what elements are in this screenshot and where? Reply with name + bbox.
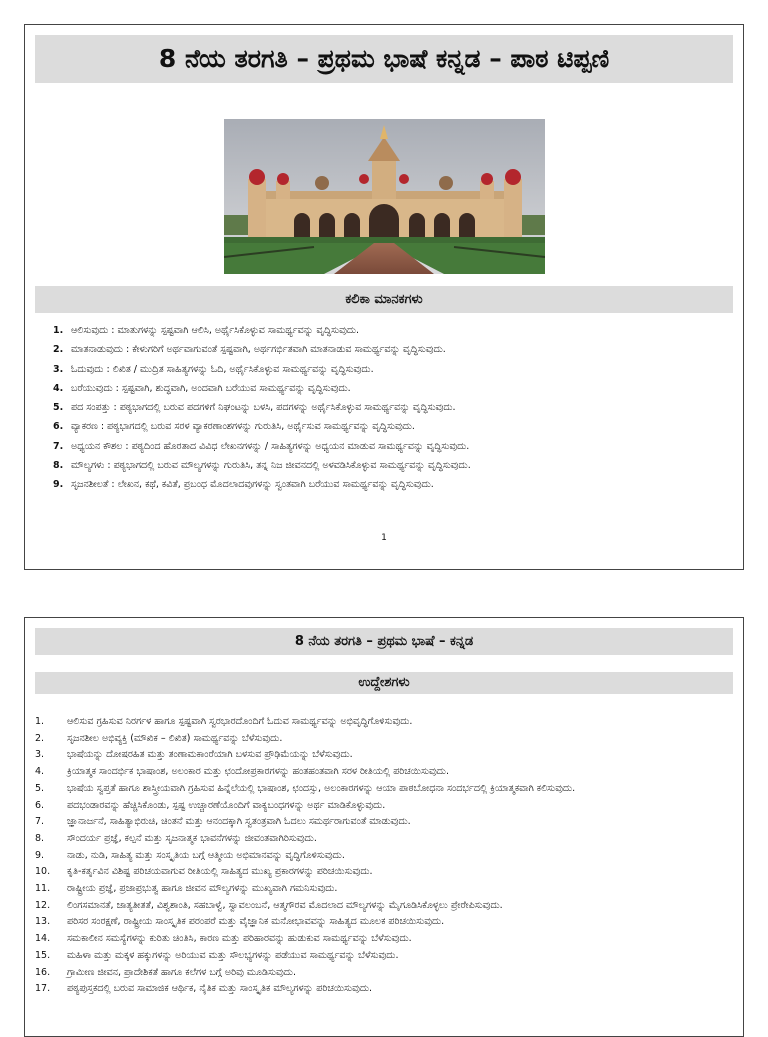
item-text: ಅಧ್ಯಯನ ಕೌಶಲ : ಪಠ್ಯದಿಂದ ಹೊರತಾದ ವಿವಿಧ ಲೇಖನಗಳನ್ನು / ಸಾಹಿತ್ಯಗಳನ್ನು ಅಧ್ಯಯನ ಮಾಡುವ ಸಾಮರ್ಥ್ಯವನ್ನು ವೃದ್ಧಿಸುವುದು. (71, 440, 470, 452)
item-text: ಪರಿಸರ ಸಂರಕ್ಷಣೆ, ರಾಷ್ಟ್ರೀಯ ಸಾಂಸ್ಕೃತಿಕ ಪರಂಪರೆ ಮತ್ತು ವೈಜ್ಞಾನಿಕ ಮನೋಭಾವವನ್ನು ಸಾಹಿತ್ಯದ ಮೂಲಕ ಪರಿಚಯಿಸುವುದು. (67, 916, 445, 928)
item-text: ಗ್ರಾಮೀಣ ಜೀವನ, ಪ್ರಾದೇಶಿಕತೆ ಹಾಗೂ ಕಲೆಗಳ ಬಗ್ಗೆ ಅರಿವು ಮೂಡಿಸುವುದು. (67, 966, 296, 978)
item-number: 9. (53, 479, 64, 491)
item-text: ನಾಡು, ನುಡಿ, ಸಾಹಿತ್ಯ ಮತ್ತು ಸಂಸ್ಕೃತಿಯ ಬಗ್ಗೆ ಆತ್ಮೀಯ ಅಭಿಮಾನವನ್ನು ವೃದ್ಧಿಗೊಳಿಸುವುದು. (67, 849, 345, 861)
list-item (35, 731, 725, 748)
item-number: 2. (53, 344, 64, 356)
item-number: 5. (53, 402, 64, 414)
item-number: 7. (53, 440, 64, 452)
list-item (35, 848, 725, 865)
item-text: ಸೌಂದರ್ಯ ಪ್ರಜ್ಞೆ, ಕಲ್ಪನೆ ಮತ್ತು ಸೃಜನಾತ್ಮಕ ಭಾವನೆಗಳನ್ನು ಜೀವಂತವಾಗಿರಿಸುವುದು. (67, 832, 317, 844)
list-item (53, 417, 713, 436)
item-number: 14. (35, 933, 51, 945)
item-text: ಮೌಲ್ಯಗಳು : ಪಠ್ಯಭಾಗದಲ್ಲಿ ಬರುವ ಮೌಲ್ಯಗಳನ್ನು ಗುರುತಿಸಿ, ತನ್ನ ನಿಜ ಜೀವನದಲ್ಲಿ ಅಳವಡಿಸಿಕೊಳ್ಳುವ ಸಾಮರ್ಥ್ಯವನ್ನು ವೃದ್ಧಿಸುವುದು. (71, 460, 471, 472)
item-number: 8. (35, 832, 45, 844)
item-number: 17. (35, 983, 51, 995)
item-text: ಸೃಜನಶೀಲತೆ : ಲೇಖನ, ಕಥೆ, ಕವಿತೆ, ಪ್ರಬಂಧ ಮೊದಲಾದವುಗಳನ್ನು ಸ್ವಂತವಾಗಿ ಬರೆಯುವ ಸಾಮರ್ಥ್ಯವನ್ನು ವೃದ್ಧಿಸುವುದು. (71, 479, 434, 491)
list-item (35, 747, 725, 764)
item-text: ಸೃಜನಶೀಲ ಅಭಿವ್ಯಕ್ತಿ (ಮೌಖಿಕ – ಲಿಖಿತ) ಸಾಮರ್ಥ್ಯವನ್ನು ಬೆಳೆಸುವುದು. (67, 732, 283, 744)
item-text: ಆಲಿಸುವುದು : ಮಾತುಗಳನ್ನು ಸ್ಪಷ್ಟವಾಗಿ ಆಲಿಸಿ, ಅರ್ಥೈಸಿಕೊಳ್ಳುವ ಸಾಮರ್ಥ್ಯವನ್ನು ವೃದ್ಧಿಸುವುದು. (71, 325, 360, 336)
list-item (53, 437, 713, 456)
item-text: ಬರೆಯುವುದು : ಸ್ಪಷ್ಟವಾಗಿ, ಶುದ್ಧವಾಗಿ, ಅಂದವಾಗಿ ಬರೆಯುವ ಸಾಮರ್ಥ್ಯವನ್ನು ವೃದ್ಧಿಸುವುದು. (71, 382, 351, 394)
item-number: 7. (35, 816, 45, 828)
standards-list (53, 321, 713, 495)
list-item (53, 321, 713, 340)
item-text: ಪಠ್ಯಪುಸ್ತಕದಲ್ಲಿ ಬರುವ ಸಾಮಾಜಿಕ ಆರ್ಥಿಕ, ನೈತಿಕ ಮತ್ತು ಸಾಂಸ್ಕೃತಿಕ ಮೌಲ್ಯಗಳನ್ನು ಪರಿಚಯಿಸುವುದು. (67, 983, 373, 995)
item-number: 4. (35, 766, 45, 778)
palace-image (224, 119, 545, 274)
item-number: 4. (53, 382, 64, 394)
list-item (35, 881, 725, 898)
item-number: 11. (35, 883, 51, 895)
item-text: ಸಮಕಾಲೀನ ಸಮಸ್ಯೆಗಳನ್ನು ಕುರಿತು ಚಿಂತಿಸಿ, ಕಾರಣ ಮತ್ತು ಪರಿಹಾರವನ್ನು ಹುಡುಕುವ ಸಾಮರ್ಥ್ಯವನ್ನು ಬೆಳೆಸುವುದು. (67, 933, 412, 945)
item-number: 3. (35, 749, 45, 761)
item-text: ಪದ ಸಂಪತ್ತು : ಪಠ್ಯಭಾಗದಲ್ಲಿ ಬರುವ ಪದಗಳಿಗೆ ನಿಘಂಟನ್ನು ಬಳಸಿ, ಪದಗಳನ್ನು ಅರ್ಥೈಸಿಕೊಳ್ಳುವ ಸಾಮರ್ಥ್ಯವನ್ನು ವೃದ್ಧಿಸುವುದು. (71, 402, 456, 414)
item-text: ಕೃತಿ-ಕರ್ತೃವಿನ ವಿಶಿಷ್ಟ ಪರಿಚಯವಾಗುವ ರೀತಿಯಲ್ಲಿ ಸಾಹಿತ್ಯದ ಮುಖ್ಯ ಪ್ರಕಾರಗಳನ್ನು ಪರಿಚಯಿಸುವುದು. (67, 866, 373, 878)
list-item (35, 948, 725, 965)
list-item (35, 965, 725, 982)
item-number: 15. (35, 949, 51, 961)
list-item (35, 898, 725, 915)
item-text: ಮಾತನಾಡುವುದು : ಕೇಳುಗರಿಗೆ ಅರ್ಥವಾಗುವಂತೆ ಸ್ಪಷ್ಟವಾಗಿ, ಅರ್ಥಗರ್ಭಿತವಾಗಿ ಮಾತನಾಡುವ ಸಾಮರ್ಥ್ಯವನ್ನು ವೃದ್ಧಿಸುವುದು. (71, 344, 446, 356)
item-text: ರಾಷ್ಟ್ರೀಯ ಪ್ರಜ್ಞೆ, ಪ್ರಜಾಪ್ರಭುತ್ವ ಹಾಗೂ ಜೀವನ ಮೌಲ್ಯಗಳನ್ನು ಮುಖ್ಯವಾಗಿ ಗಮನಿಸುವುದು. (67, 883, 338, 895)
item-number: 2. (35, 732, 45, 744)
item-text: ಭಾಷೆಯನ್ನು ದೋಷರಹಿತ ಮತ್ತು ತಂಣಾಮಕಾಂರೆಯಾಗಿ ಬಳಸುವ ಪ್ರೌಢಿಮೆಯನ್ನು ಬೆಳೆಸುವುದು. (67, 749, 353, 761)
list-item (35, 781, 725, 798)
page-number: 1 (381, 533, 387, 543)
objectives-heading: ಉದ್ದೇಶಗಳು (35, 672, 733, 694)
page-title: 8 ನೆಯ ತರಗತಿ – ಪ್ರಥಮ ಭಾಷೆ ಕನ್ನಡ – ಪಾಠ ಟಿಪ್ಪಣಿ (35, 35, 733, 83)
list-item (53, 475, 713, 494)
item-number: 6. (35, 799, 45, 811)
item-text: ಲಿಂಗಸಮಾನತೆ, ಜಾತ್ಯತೀತತೆ, ವಿಶ್ವಶಾಂತಿ, ಸಹಬಾಳ್ವೆ, ಸ್ವಾವಲಂಬನೆ, ಆತ್ಮಗೌರವ ಮೊದಲಾದ ಮೌಲ್ಯಗಳನ್ನು ಮೈಗೂಡಿಸಿಕೊಳ್ಳಲು ಪ್ರೇರೇಪಿಸುವುದು. (67, 899, 503, 911)
item-number: 9. (35, 849, 45, 861)
item-text: ವ್ಯಾಕರಣ : ಪಠ್ಯಭಾಗದಲ್ಲಿ ಬರುವ ಸರಳ ವ್ಯಾಕರಣಾಂಶಗಳನ್ನು ಗುರುತಿಸಿ, ಅರ್ಥೈಸುವ ಸಾಮರ್ಥ್ಯವನ್ನು ವೃದ್ಧಿಸುವುದು. (71, 421, 415, 433)
item-number: 13. (35, 916, 51, 928)
list-item (35, 914, 725, 931)
item-text: ಮಹಿಳಾ ಮತ್ತು ಮಕ್ಕಳ ಹಕ್ಕುಗಳನ್ನು ಅರಿಯುವ ಮತ್ತು ಸೌಲಭ್ಯಗಳನ್ನು ಪಡೆಯುವ ಸಾಮರ್ಥ್ಯವನ್ನು ಬೆಳೆಸುವುದು. (67, 949, 399, 961)
item-number: 8. (53, 460, 64, 472)
list-item (35, 981, 725, 998)
standards-heading: ಕಲಿಕಾ ಮಾನಕಗಳು (35, 286, 733, 313)
item-text: ಭಾಷೆಯ ಸ್ವಪ್ತತೆ ಹಾಗೂ ಶಾಸ್ತ್ರೀಯವಾಗಿ ಗ್ರಹಿಸುವ ಹಿನ್ನೆಲೆಯಲ್ಲಿ ಭಾಷಾಂಶ, ಛಂದಸ್ಸು, ಅಲಂಕಾರಗಳನ್ನು ಆಯಾ ಪಾಠಬೋಧನಾ ಸಂದರ್ಭದಲ್ಲಿ ಕ್ರಿಯಾತ್ಮಕವಾಗಿ ಕಲಿಸುವುದು. (67, 782, 576, 794)
item-text: ಜ್ಞಾನಾರ್ಜನೆ, ಸಾಹಿತ್ಯಾಭಿರುಚಿ, ಚಿಂತನೆ ಮತ್ತು ಆನಂದಕ್ಕಾಗಿ ಸ್ವತಂತ್ರವಾಗಿ ಓದಲು ಸಮರ್ಥರಾಗುವಂತೆ ಮಾಡುವುದು. (67, 816, 411, 828)
objectives-list (35, 714, 725, 998)
list-item (35, 864, 725, 881)
item-text: ಓದುವುದು : ಲಿಖಿತ / ಮುದ್ರಿತ ಸಾಹಿತ್ಯಗಳನ್ನು ಓದಿ, ಅರ್ಥೈಸಿಕೊಳ್ಳುವ ಸಾಮರ್ಥ್ಯವನ್ನು ವೃದ್ಧಿಸುವುದು. (71, 363, 374, 375)
list-item (53, 340, 713, 359)
list-item (35, 798, 725, 815)
document-page-1 (24, 24, 744, 570)
list-item (53, 456, 713, 475)
list-item (53, 360, 713, 379)
list-item (35, 814, 725, 831)
item-number: 3. (53, 363, 64, 375)
palace-photo (224, 119, 545, 274)
item-number: 1. (53, 325, 64, 336)
item-number: 10. (35, 866, 51, 878)
item-number: 16. (35, 966, 51, 978)
list-item (35, 764, 725, 781)
document-page-2 (24, 617, 744, 1037)
page-2-title: 8 ನೆಯ ತರಗತಿ – ಪ್ರಥಮ ಭಾಷೆ – ಕನ್ನಡ (35, 628, 733, 655)
list-item (35, 931, 725, 948)
item-number: 6. (53, 421, 64, 433)
item-number: 12. (35, 899, 51, 911)
item-text: ಕ್ರಿಯಾತ್ಮಕ ಸಾಂದರ್ಭಿಕ ಭಾಷಾಂಶ, ಅಲಂಕಾರ ಮತ್ತು ಛಂದೋಪ್ರಕಾರಗಳನ್ನು ಹಂತಹಂತವಾಗಿ ಸರಳ ರೀತಿಯಲ್ಲಿ ಪರಿಚಯಿಸುವುದು. (67, 766, 449, 778)
item-number: 1. (35, 716, 45, 727)
item-number: 5. (35, 782, 45, 794)
item-text: ಆಲಿಸುವ ಗ್ರಹಿಸುವ ನಿರರ್ಗಳ ಹಾಗೂ ಸ್ಪಷ್ಟವಾಗಿ ಸ್ವರಭಾರದೊಂದಿಗೆ ಓದುವ ಸಾಮರ್ಥ್ಯವನ್ನು ಅಭಿವೃದ್ಧಿಗೊಳಿಸುವುದು. (67, 716, 413, 727)
list-item (35, 714, 725, 731)
list-item (53, 379, 713, 398)
list-item (35, 831, 725, 848)
list-item (53, 398, 713, 417)
item-text: ಪದಭಂಡಾರವನ್ನು ಹೆಚ್ಚಿಸಿಕೊಂಡು, ಸ್ಪಷ್ಟ ಉಚ್ಚಾರಣೆಯೊಂದಿಗೆ ವಾಕ್ಯಬಂಧಗಳನ್ನು ಅರ್ಥ ಮಾಡಿಕೊಳ್ಳುವುದು. (67, 799, 386, 811)
